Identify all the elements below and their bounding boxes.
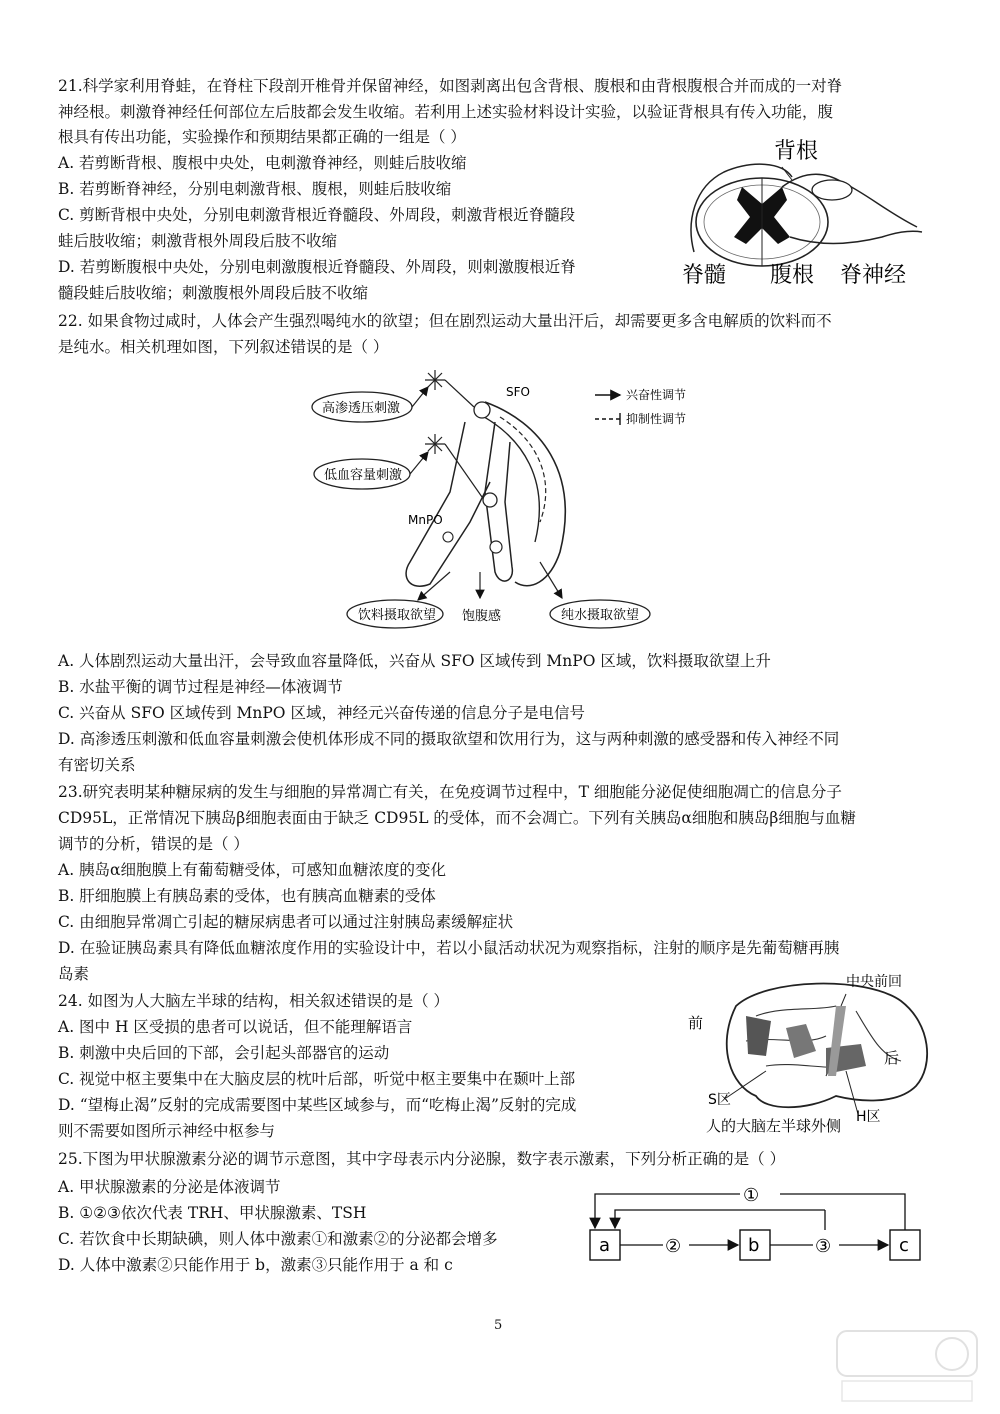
- label-central-gyrus: 中央前回: [846, 974, 902, 990]
- q25-option-b: B. ①②③依次代表 TRH、甲状腺激素、TSH: [58, 1204, 367, 1222]
- q25-option-c: C. 若饮食中长期缺碘，则人体中激素①和激素②的分泌都会增多: [58, 1230, 498, 1248]
- hormone-2: ②: [665, 1236, 682, 1257]
- label-low-volume: 低血容量刺激: [324, 468, 403, 483]
- label-spinal-cord: 脊髓: [682, 263, 727, 288]
- q22-stem-line1: 22. 如果食物过咸时，人体会产生强烈喝纯水的欲望；但在剧烈运动大量出汗后，却需要更多含电解质的饮料而不: [58, 312, 832, 330]
- q25-option-a: A. 甲状腺激素的分泌是体液调节: [58, 1178, 281, 1196]
- box-b-label: b: [748, 1235, 760, 1256]
- label-s-area: S区: [708, 1092, 731, 1108]
- q21-stem-line1: 21.科学家利用脊蛙，在脊柱下段剖开椎骨并保留神经，如图剥离出包含背根、腹根和由背根腹根合并而成的一对脊: [58, 77, 843, 95]
- label-front: 前: [688, 1014, 704, 1032]
- hormone-1: ①: [743, 1185, 760, 1206]
- q23-option-d-line1: D. 在验证胰岛素具有降低血糖浓度作用的实验设计中，若以小鼠活动状况为观察指标，注射的顺序是先葡萄糖再胰: [58, 939, 840, 957]
- q22-option-d-line1: D. 高渗透压刺激和低血容量刺激会使机体形成不同的摄取欲望和饮用行为，这与两种刺激的感受器和传入神经不同: [58, 730, 840, 748]
- box-a-label: a: [599, 1235, 611, 1256]
- label-high-osmotic: 高渗透压刺激: [322, 401, 401, 416]
- spinal-cord-figure: [682, 132, 932, 292]
- label-sfo: SFO: [506, 385, 530, 399]
- thirst-mechanism-figure: [300, 362, 720, 637]
- q21-stem-line2: 神经根。刺激脊神经任何部位左后肢都会发生收缩。若利用上述实验材料设计实验，以验证背根具有传入功能，腹: [58, 103, 834, 121]
- q21-stem-line3: 根具有传出功能，实验操作和预期结果都正确的一组是（ ）: [58, 128, 466, 146]
- label-mnpo: MnPO: [408, 513, 443, 527]
- hormone-3: ③: [815, 1236, 832, 1257]
- q22-option-a: A. 人体剧烈运动大量出汗，会导致血容量降低，兴奋从 SFO 区域传到 MnPO 区域，饮料摄取欲望上升: [58, 652, 771, 670]
- label-satiety: 饱腹感: [462, 609, 502, 624]
- q24-option-d-line1: D. “望梅止渴”反射的完成需要图中某些区域参与，而“吃梅止渴”反射的完成: [58, 1096, 577, 1114]
- label-back: 后: [884, 1049, 900, 1067]
- brain-hemisphere-figure: [686, 966, 946, 1138]
- legend-inhibitory: 抑制性调节: [626, 412, 687, 426]
- q21-option-c-line2: 蛙后肢收缩；刺激背根外周段后肢不收缩: [58, 232, 338, 250]
- q24-stem: 24. 如图为人大脑左半球的结构，相关叙述错误的是（ ）: [58, 992, 450, 1010]
- label-h-area: H区: [856, 1109, 881, 1125]
- q21-option-b: B. 若剪断脊神经，分别电刺激背根、腹根，则蛙后肢收缩: [58, 180, 452, 198]
- q21-option-d-line1: D. 若剪断腹根中央处，分别电刺激腹根近脊髓段、外周段，则刺激腹根近脊: [58, 258, 576, 276]
- q25-option-d: D. 人体中激素②只能作用于 b，激素③只能作用于 a 和 c: [58, 1256, 453, 1274]
- legend-excitatory: 兴奋性调节: [626, 388, 687, 402]
- q24-option-d-line2: 则不需要如图所示神经中枢参与: [58, 1122, 276, 1140]
- watermark-logo: [832, 1326, 982, 1406]
- q23-option-d-line2: 岛素: [58, 965, 90, 983]
- box-c-label: c: [899, 1235, 909, 1256]
- q23-option-c: C. 由细胞异常凋亡引起的糖尿病患者可以通过注射胰岛素缓解症状: [58, 913, 514, 931]
- q21-option-d-line2: 髓段蛙后肢收缩；刺激腹根外周段后肢不收缩: [58, 284, 369, 302]
- q24-option-c: C. 视觉中枢主要集中在大脑皮层的枕叶后部，听觉中枢主要集中在颞叶上部: [58, 1070, 576, 1088]
- q24-option-b: B. 刺激中央后回的下部，会引起头部器官的运动: [58, 1044, 390, 1062]
- label-brain-caption: 人的大脑左半球外侧: [706, 1117, 842, 1135]
- q25-stem: 25.下图为甲状腺激素分泌的调节示意图，其中字母表示内分泌腺，数字表示激素，下列分析正确的是（ ）: [58, 1150, 786, 1168]
- q22-option-b: B. 水盐平衡的调节过程是神经—体液调节: [58, 678, 343, 696]
- q22-option-d-line2: 有密切关系: [58, 756, 136, 774]
- q23-stem-line3: 调节的分析，错误的是（ ）: [58, 835, 249, 853]
- q23-option-a: A. 胰岛α细胞膜上有葡萄糖受体，可感知血糖浓度的变化: [58, 861, 447, 879]
- q22-stem-line2: 是纯水。相关机理如图，下列叙述错误的是（ ）: [58, 338, 389, 356]
- q24-option-a: A. 图中 H 区受损的患者可以说话，但不能理解语言: [58, 1018, 413, 1036]
- q23-stem-line2: CD95L，正常情况下胰岛β细胞表面由于缺乏 CD95L 的受体，而不会凋亡。下列有关胰岛α细胞和胰岛β细胞与血糖: [58, 809, 856, 827]
- label-drink-desire: 饮料摄取欲望: [358, 608, 437, 623]
- label-spinal-nerve: 脊神经: [840, 263, 907, 288]
- label-back-root: 背根: [774, 139, 819, 164]
- q22-option-c: C. 兴奋从 SFO 区域传到 MnPO 区域，神经元兴奋传递的信息分子是电信号: [58, 704, 585, 722]
- thyroid-regulation-figure: [585, 1182, 930, 1272]
- label-ventral-root: 腹根: [770, 263, 815, 288]
- q21-option-a: A. 若剪断背根、腹根中央处，电刺激脊神经，则蛙后肢收缩: [58, 154, 467, 172]
- q21-option-c-line1: C. 剪断背根中央处，分别电刺激背根近脊髓段、外周段，刺激背根近脊髓段: [58, 206, 576, 224]
- label-water-desire: 纯水摄取欲望: [561, 608, 640, 623]
- q23-option-b: B. 肝细胞膜上有胰岛素的受体，也有胰高血糖素的受体: [58, 887, 436, 905]
- q23-stem-line1: 23.研究表明某种糖尿病的发生与细胞的异常凋亡有关，在免疫调节过程中，T 细胞能分泌促使细胞凋亡的信息分子: [58, 783, 842, 801]
- page-number: 5: [494, 1318, 503, 1333]
